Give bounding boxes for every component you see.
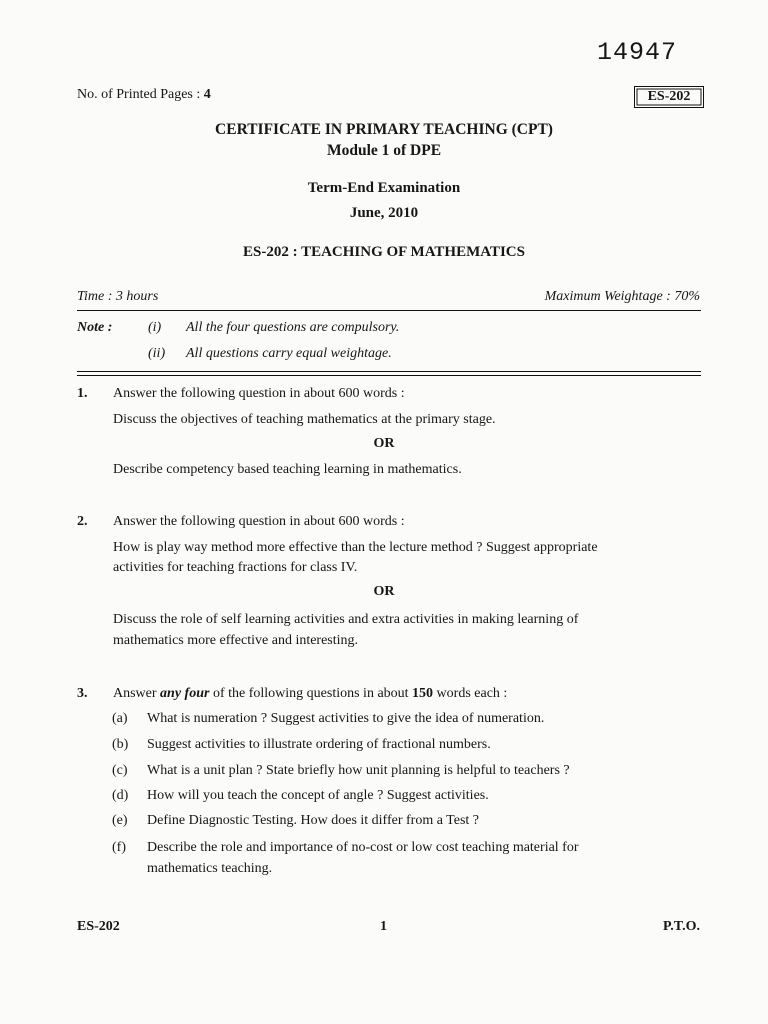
sub-question-text: What is numeration ? Suggest activities to give the idea of numeration. bbox=[147, 711, 545, 726]
question-text: Describe competency based teaching learning in mathematics. bbox=[113, 462, 462, 477]
instruction-text: Answer bbox=[113, 686, 161, 701]
question-text: Discuss the objectives of teaching mathematics at the primary stage. bbox=[113, 412, 496, 427]
instruction-text: words each : bbox=[433, 686, 508, 701]
question-instruction bbox=[113, 686, 507, 702]
printed-pages bbox=[77, 87, 211, 103]
or-separator: OR bbox=[373, 584, 395, 599]
please-turn-over: P.T.O. bbox=[663, 919, 700, 934]
instruction-word-count: 150 bbox=[412, 686, 434, 701]
note-item-number: (i) bbox=[148, 320, 162, 335]
instruction-text: of the following questions in about bbox=[209, 686, 413, 701]
sub-question-label: (b) bbox=[112, 737, 129, 752]
divider bbox=[77, 375, 701, 376]
printed-pages-label: No. of Printed Pages : bbox=[77, 87, 201, 102]
note-item-number: (ii) bbox=[148, 346, 166, 361]
serial-number: 14947 bbox=[597, 38, 678, 67]
question-instruction: Answer the following question in about 600 words : bbox=[113, 386, 405, 401]
page-number: 1 bbox=[380, 919, 387, 934]
note-item-text: All the four questions are compulsory. bbox=[186, 320, 400, 335]
sub-question-label: (d) bbox=[112, 788, 129, 803]
divider bbox=[77, 310, 701, 311]
time-allowed: Time : 3 hours bbox=[77, 289, 159, 304]
question-number: 3. bbox=[77, 686, 88, 701]
sub-question-text: Describe the role and importance of no-cost or low cost teaching material for bbox=[147, 840, 579, 855]
question-number: 2. bbox=[77, 514, 88, 529]
footer-paper-code: ES-202 bbox=[77, 919, 120, 934]
question-text: Discuss the role of self learning activities and extra activities in making learning of bbox=[113, 612, 579, 627]
paper-code-box: ES-202 bbox=[634, 86, 704, 108]
question-text: How is play way method more effective than the lecture method ? Suggest appropriate bbox=[113, 540, 598, 555]
divider bbox=[77, 371, 701, 372]
sub-question-label: (c) bbox=[112, 763, 128, 778]
question-text: mathematics more effective and interesting. bbox=[113, 633, 359, 648]
question-instruction: Answer the following question in about 600 words : bbox=[113, 514, 405, 529]
paper-title: ES-202 : TEACHING OF MATHEMATICS bbox=[243, 244, 525, 260]
note-label: Note : bbox=[77, 320, 113, 335]
sub-question-label: (a) bbox=[112, 711, 128, 726]
module-title: Module 1 of DPE bbox=[326, 142, 442, 159]
sub-question-label: (f) bbox=[112, 840, 126, 855]
exam-date: June, 2010 bbox=[349, 205, 419, 221]
note-item-text: All questions carry equal weightage. bbox=[186, 346, 392, 361]
question-text: activities for teaching fractions for class IV. bbox=[113, 560, 358, 575]
sub-question-text: mathematics teaching. bbox=[147, 861, 273, 876]
sub-question-text: What is a unit plan ? State briefly how unit planning is helpful to teachers ? bbox=[147, 763, 570, 778]
sub-question-text: Suggest activities to illustrate ordering of fractional numbers. bbox=[147, 737, 491, 752]
exam-title: Term-End Examination bbox=[307, 180, 461, 196]
sub-question-label: (e) bbox=[112, 813, 128, 828]
sub-question-text: How will you teach the concept of angle ? Suggest activities. bbox=[147, 788, 489, 803]
printed-pages-value: 4 bbox=[203, 87, 211, 102]
course-title: CERTIFICATE IN PRIMARY TEACHING (CPT) bbox=[215, 121, 553, 138]
sub-question-text: Define Diagnostic Testing. How does it differ from a Test ? bbox=[147, 813, 480, 828]
question-number: 1. bbox=[77, 386, 88, 401]
maximum-weightage: Maximum Weightage : 70% bbox=[544, 289, 700, 304]
instruction-emphasis: any four bbox=[160, 686, 210, 701]
or-separator: OR bbox=[373, 436, 395, 451]
